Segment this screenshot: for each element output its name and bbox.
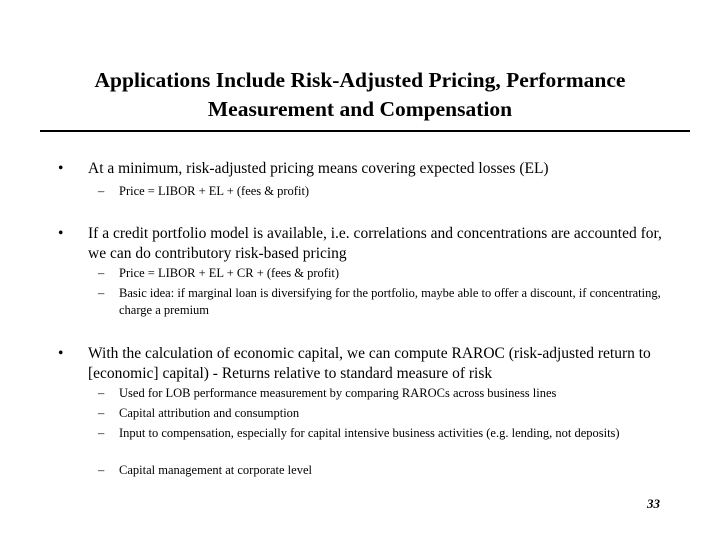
sub-bullet-marker: – bbox=[98, 266, 105, 280]
page-number: 33 bbox=[647, 496, 660, 511]
sub-bullet-text: Price = LIBOR + EL + (fees & profit) bbox=[119, 184, 310, 198]
sub-bullet-marker: – bbox=[98, 286, 105, 300]
sub-bullet-text: Input to compensation, especially for capital intensive business activities (e.g. lending, not deposits) bbox=[119, 426, 620, 440]
sub-bullet-marker: – bbox=[98, 386, 105, 400]
sub-bullet-marker: – bbox=[98, 463, 105, 477]
sub-bullet-text: Used for LOB performance measurement by comparing RAROCs across business lines bbox=[119, 386, 557, 400]
sub-bullet-marker: – bbox=[98, 426, 105, 440]
bullet-text: At a minimum, risk-adjusted pricing means covering expected losses (EL) bbox=[88, 160, 549, 177]
bullet-marker: • bbox=[58, 345, 64, 362]
bullet-text: With the calculation of economic capital, we can compute RAROC (risk-adjusted return to [economic] capital) - Returns relative to standard measure of risk bbox=[88, 345, 651, 382]
sub-bullet-marker: – bbox=[98, 184, 105, 198]
bullet-text: If a credit portfolio model is available, i.e. correlations and concentrations are accounted for, we can do contributory risk-based pricing bbox=[88, 225, 662, 262]
slide-title: Applications Include Risk-Adjusted Pricing, Performance Measurement and Compensation bbox=[94, 68, 626, 121]
bullet-marker: • bbox=[58, 160, 64, 177]
bullet-marker: • bbox=[58, 225, 64, 242]
sub-bullet-text: Price = LIBOR + EL + CR + (fees & profit) bbox=[119, 266, 340, 280]
sub-bullet-text: Capital attribution and consumption bbox=[119, 406, 300, 420]
sub-bullet-marker: – bbox=[98, 406, 105, 420]
sub-bullet-text: Capital management at corporate level bbox=[119, 463, 312, 477]
sub-bullet-text: Basic idea: if marginal loan is diversifying for the portfolio, maybe able to offer a discount, if concentrating, charge a premium bbox=[119, 286, 661, 317]
title-divider bbox=[40, 130, 690, 132]
